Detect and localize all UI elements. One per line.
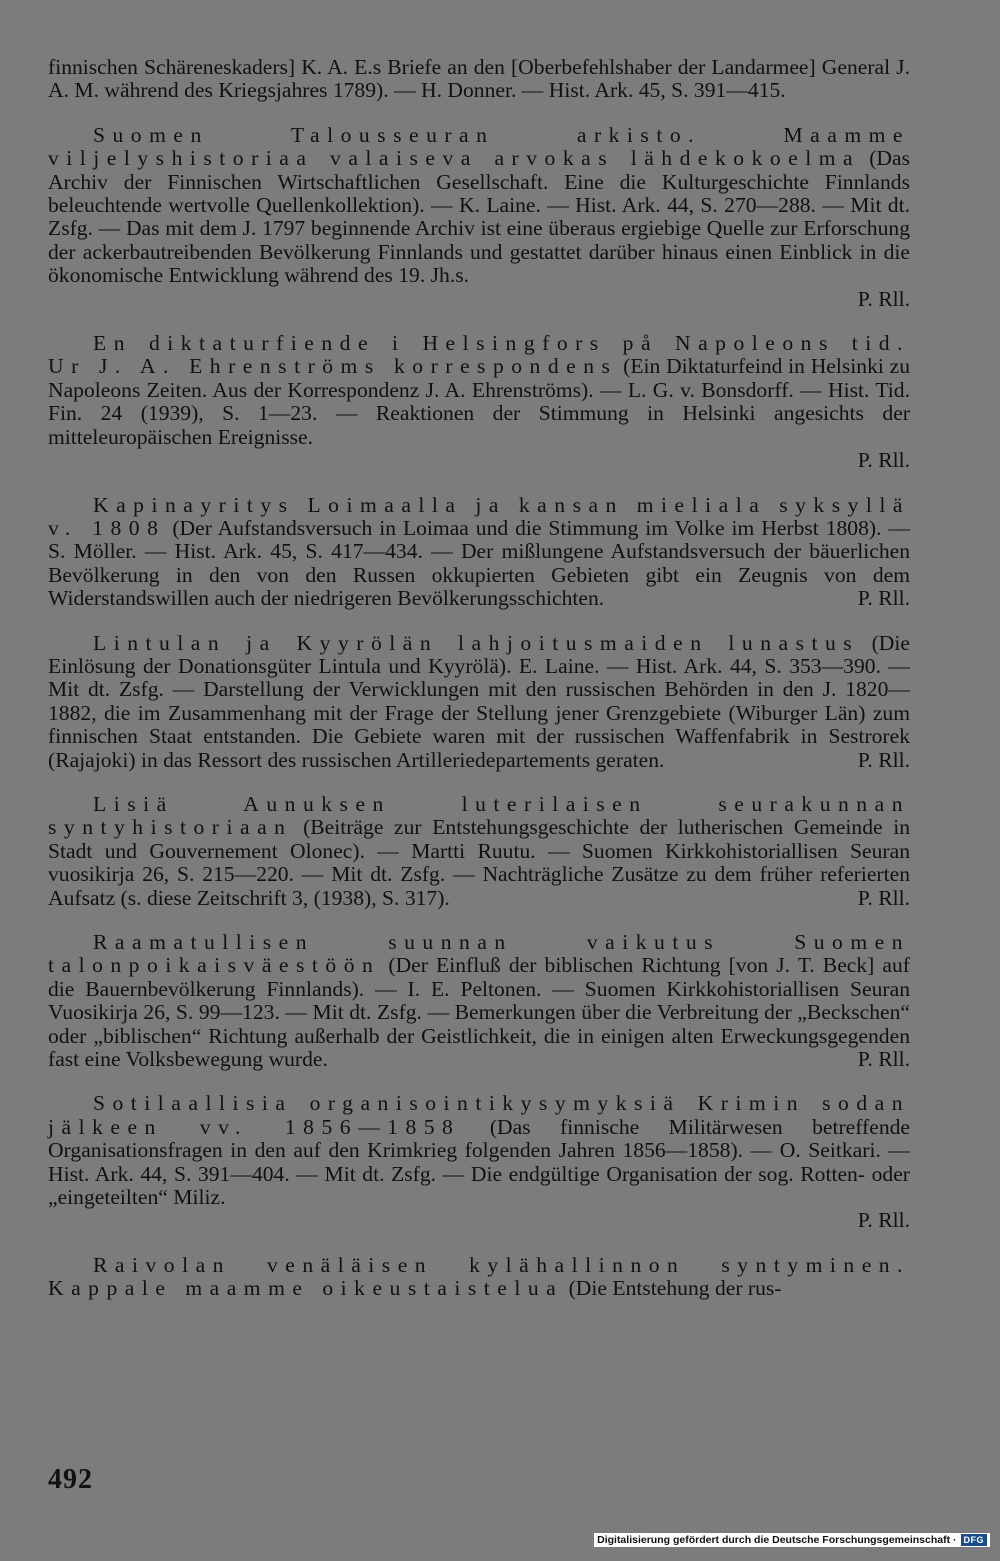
entry-title: Sotilaallisia organisointikysymyksiä Krimin sodan jälkeen vv. 1856—1858 bbox=[48, 1091, 910, 1139]
entry-title: En diktaturfiende i Helsingfors på Napoleons tid. Ur J. A. Ehrenströms korrespondens bbox=[48, 331, 910, 379]
entry-text: (Die Entstehung der rus- bbox=[563, 1276, 782, 1301]
entry-text: (Die Einlösung der Donationsgüter Lintula und Kyyrölä). E. Laine. — Hist. Ark. 44, S. 353—390. — Mit dt. Zsfg. — Darstellung der Verwicklungen mit den russischen Behörden in den J. 1820—1882, die im Zusammenhang mit der Frage der Stellung jener Grenzgebiete (Wiburger Län) zum finnischen Staat entstanden. Die Gebiete waren mit der russischen Waffenfabrik in Sestrorek (Rajajoki) in das Ressort des russischen Artilleriedepartements geraten. bbox=[48, 630, 910, 772]
reviewer-signature: P. Rll. bbox=[857, 885, 910, 910]
reviewer-signature: P. Rll. bbox=[857, 586, 910, 611]
entry-text: (Das Archiv der Finnischen Wirtschaftlichen Gesellschaft. Eine die Kulturgeschichte Finnlands beleuchtende wertvolle Quellenkollektion). — K. Laine. — Hist. Ark. 44, S. 270—288. — Mit dt. Zsfg. — Das mit dem J. 1797 beginnende Archiv ist eine überaus ergiebige Quelle zur Erforschung der ackerbautreibenden Bevölkerung Finnlands und gestattet darüber hinaus einen Einblick in die ökonomische Entwicklung während des 19. Jh.s. bbox=[48, 146, 911, 288]
entry-8 bbox=[48, 1254, 910, 1301]
dfg-logo-icon: DFG bbox=[961, 1534, 988, 1546]
entry-0 bbox=[48, 56, 910, 103]
entry-title: Raivolan venäläisen kylähallinnon syntyminen. Kappale maamme oikeustaistelua bbox=[48, 1252, 910, 1301]
entry-5 bbox=[48, 793, 910, 910]
entry-title: Lisiä Aunuksen luterilaisen seurakunnan syntyhistoriaan bbox=[48, 791, 910, 840]
entry-1 bbox=[48, 124, 910, 311]
entry-4 bbox=[48, 632, 910, 772]
digitization-footer bbox=[594, 1533, 990, 1547]
entry-title: Lintulan ja Kyyrölän lahjoitusmaiden lunastus bbox=[93, 630, 860, 655]
entry-6 bbox=[48, 931, 910, 1071]
entry-title: Suomen Talousseuran arkisto. Maamme viljelyshistoriaa valaiseva arvokas lähdekokoelma bbox=[48, 122, 910, 171]
entry-title: Kapinayritys Loimaalla ja kansan mieliala syksyllä v. 1808 bbox=[48, 492, 910, 540]
footer-text: Digitalisierung gefördert durch die Deutsche Forschungsgemeinschaft · bbox=[597, 1534, 957, 1546]
reviewer-signature: P. Rll. bbox=[857, 286, 910, 311]
entry-text: (Der Einfluß der biblischen Richtung [von J. T. Beck] auf die Bauernbevölkerung Finnlands). — I. E. Peltonen. — Suomen Kirkkohistoriallisen Seuran Vuosikirja 26, S. 99—123. — Mit dt. Zsfg. — Bemerkungen über die Verbreitung der „Beckschen“ oder „biblischen“ Richtung außerhalb der Geistlichkeit, die in einigen alten Erweckungsgegenden fast eine Volksbewegung wurde. bbox=[48, 953, 910, 1072]
reviewer-signature: P. Rll. bbox=[857, 1047, 910, 1072]
text-column bbox=[48, 56, 910, 1322]
entry-text: (Der Aufstandsversuch in Loimaa und die Stimmung im Volke im Herbst 1808). — S. Möller. — Hist. Ark. 45, S. 417—434. — Der mißlungene Aufstandsversuch der bäuerlichen Bevölkerung in den von den Russen okkupierten Gebieten gibt ein Zeugnis von dem Widerstandswillen auch der niedrigeren Bevölkerungsschichten. bbox=[48, 515, 910, 611]
entry-text: (Ein Diktaturfeind in Helsinki zu Napoleons Zeiten. Aus der Korrespondenz J. A. Ehrenströms). — L. G. v. Bonsdorff. — Hist. Tid. Fin. 24 (1939), S. 1—23. — Reaktionen der Stimmung in Helsinki angesichts der mitteleuropäischen Ereignisse. bbox=[48, 354, 910, 449]
entry-3 bbox=[48, 494, 910, 611]
page-number: 492 bbox=[48, 1464, 93, 1495]
entry-text: finnischen Schäreneskaders] K. A. E.s Briefe an den [Oberbefehlshaber der Landarmee] General J. A. M. während des Kriegsjahres 1789). — H. Donner. — Hist. Ark. 45, S. 391—415. bbox=[48, 55, 910, 103]
reviewer-signature: P. Rll. bbox=[857, 1208, 910, 1233]
entry-text: (Das finnische Militärwesen betreffende Organisationsfragen in den auf den Krimkrieg folgenden Jahren 1856—1858). — O. Seitkari. — Hist. Ark. 44, S. 391—404. — Mit dt. Zsfg. — Die endgültige Organisation der sog. Rotten- oder „eingeteilten“ Miliz. bbox=[48, 1114, 910, 1210]
entry-7 bbox=[48, 1092, 910, 1232]
entry-title: Raamatullisen suunnan vaikutus Suomen talonpoikaisväestöön bbox=[48, 930, 910, 978]
reviewer-signature: P. Rll. bbox=[857, 747, 910, 772]
entry-2 bbox=[48, 332, 910, 472]
entry-text: (Beiträge zur Entstehungsgeschichte der lutherischen Gemeinde in Stadt und Gouvernement Olonec). — Martti Ruutu. — Suomen Kirkkohistoriallisen Seuran vuosikirja 26, S. 215—220. — Mit dt. Zsfg. — Nachträgliche Zusätze zu dem früher referierten Aufsatz (s. diese Zeitschrift 3, (1938), S. 317). bbox=[48, 815, 910, 910]
reviewer-signature: P. Rll. bbox=[857, 448, 910, 473]
